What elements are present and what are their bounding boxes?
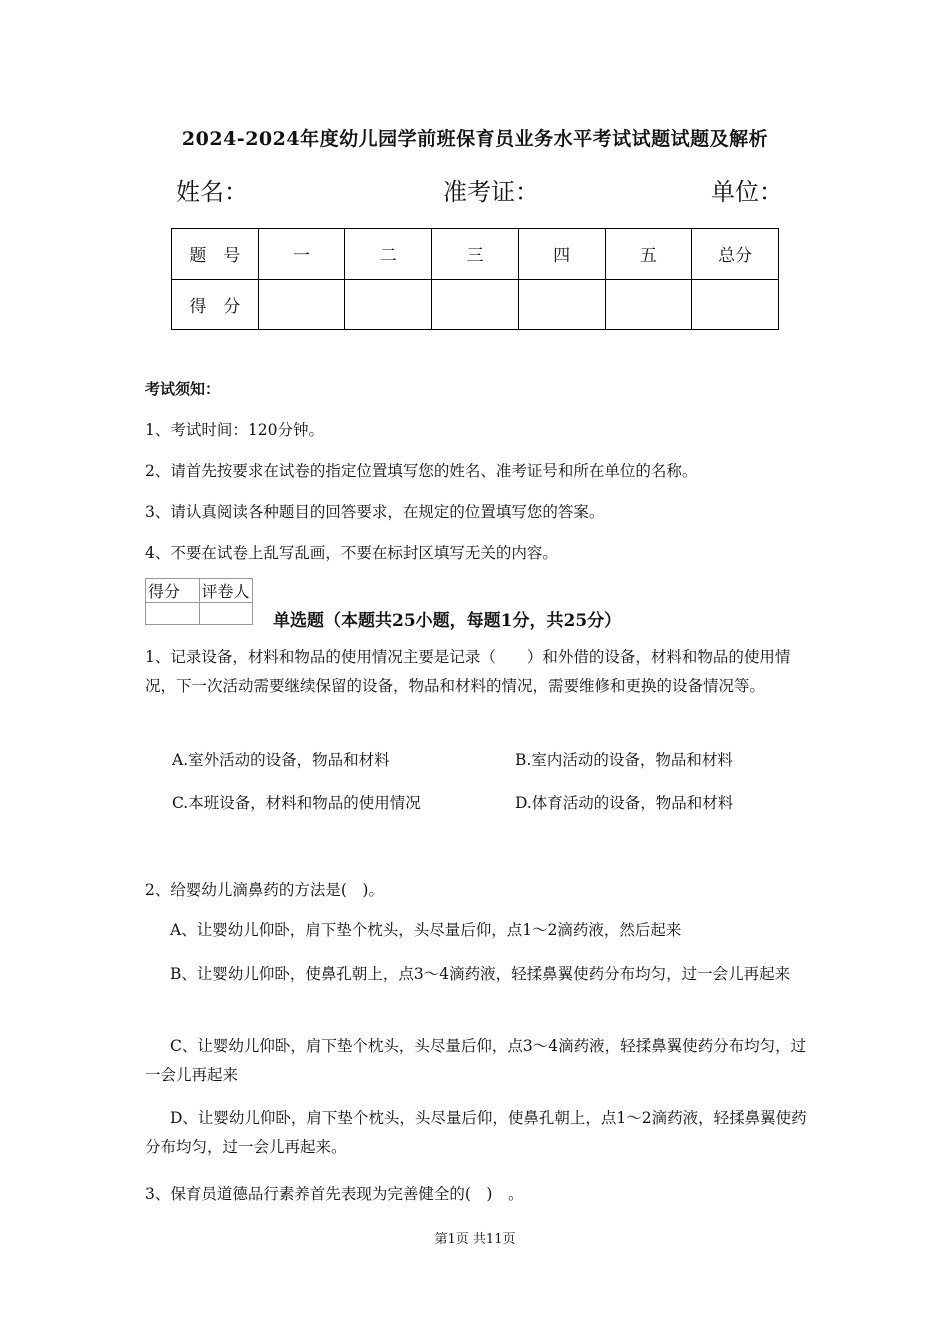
grader-table-grader-label: 评卷人 — [199, 579, 253, 603]
score-table-header-row — [172, 229, 779, 280]
score-cell[interactable] — [518, 279, 605, 330]
score-cell[interactable] — [432, 279, 519, 330]
score-cell[interactable] — [605, 279, 692, 330]
score-table-col: 一 — [258, 229, 345, 280]
grader-score-cell[interactable] — [146, 603, 200, 625]
unit-label: 单位： — [711, 178, 783, 206]
question-2-option-d: D、让婴幼儿仰卧，肩下垫个枕头，头尽量后仰，使鼻孔朝上，点1～2滴药液，轻揉鼻翼使药分布均匀，过一会儿再起来。 — [145, 1109, 807, 1156]
question-1-stem: 1、记录设备，材料和物品的使用情况主要是记录（ ）和外借的设备，材料和物品的使用情况，下一次活动需要继续保留的设备，物品和材料的情况，需要维修和更换的设备情况等。 — [145, 648, 791, 695]
score-cell[interactable] — [345, 279, 432, 330]
score-table-col: 总分 — [692, 229, 779, 280]
question-2-option-a: A、让婴幼儿仰卧，肩下垫个枕头，头尽量后仰，点1～2滴药液，然后起来 — [170, 921, 682, 939]
score-cell[interactable] — [692, 279, 779, 330]
question-2-option-b: B、让婴幼儿仰卧，使鼻孔朝上，点3～4滴药液，轻揉鼻翼使药分布均匀，过一会儿再起来 — [170, 965, 791, 983]
grader-name-cell[interactable] — [199, 603, 253, 625]
grader-table — [145, 578, 253, 625]
score-table-score-row — [172, 279, 779, 330]
exam-id-label: 准考证： — [443, 178, 539, 206]
name-label: 姓名： — [176, 178, 248, 206]
notice-heading: 考试须知： — [145, 380, 221, 398]
question-2-option-c: C、让婴幼儿仰卧，肩下垫个枕头，头尽量后仰，点3～4滴药液，轻揉鼻翼使药分布均匀，过一会儿再起来 — [145, 1037, 807, 1084]
question-1-option-c: C.本班设备，材料和物品的使用情况 — [172, 794, 421, 812]
score-table-col: 五 — [605, 229, 692, 280]
grader-table-score-label: 得分 — [146, 579, 200, 603]
score-table-col: 二 — [345, 229, 432, 280]
score-table-row-label: 得 分 — [172, 279, 259, 330]
question-3-stem: 3、保育员道德品行素养首先表现为完善健全的( ) 。 — [145, 1185, 524, 1203]
section-title: 单选题（本题共25小题，每题1分，共25分） — [273, 611, 622, 631]
page-footer: 第1页 共11页 — [434, 1232, 516, 1247]
score-table-col: 三 — [432, 229, 519, 280]
question-1-option-b: B.室内活动的设备，物品和材料 — [515, 751, 733, 769]
score-table — [171, 228, 779, 330]
question-1-option-a: A.室外活动的设备，物品和材料 — [172, 751, 390, 769]
question-2-stem: 2、给婴幼儿滴鼻药的方法是( )。 — [145, 881, 384, 899]
score-table-col: 四 — [518, 229, 605, 280]
notice-item: 3、请认真阅读各种题目的回答要求，在规定的位置填写您的答案。 — [145, 503, 605, 521]
notice-item: 2、请首先按要求在试卷的指定位置填写您的姓名、准考证号和所在单位的名称。 — [145, 462, 698, 480]
score-table-row-label: 题 号 — [172, 229, 259, 280]
notice-item: 1、考试时间：120分钟。 — [145, 421, 324, 439]
page-title: 2024-2024年度幼儿园学前班保育员业务水平考试试题试题及解析 — [181, 128, 769, 150]
question-1-option-d: D.体育活动的设备，物品和材料 — [515, 794, 734, 812]
notice-item: 4、不要在试卷上乱写乱画，不要在标封区填写无关的内容。 — [145, 544, 558, 562]
score-cell[interactable] — [258, 279, 345, 330]
